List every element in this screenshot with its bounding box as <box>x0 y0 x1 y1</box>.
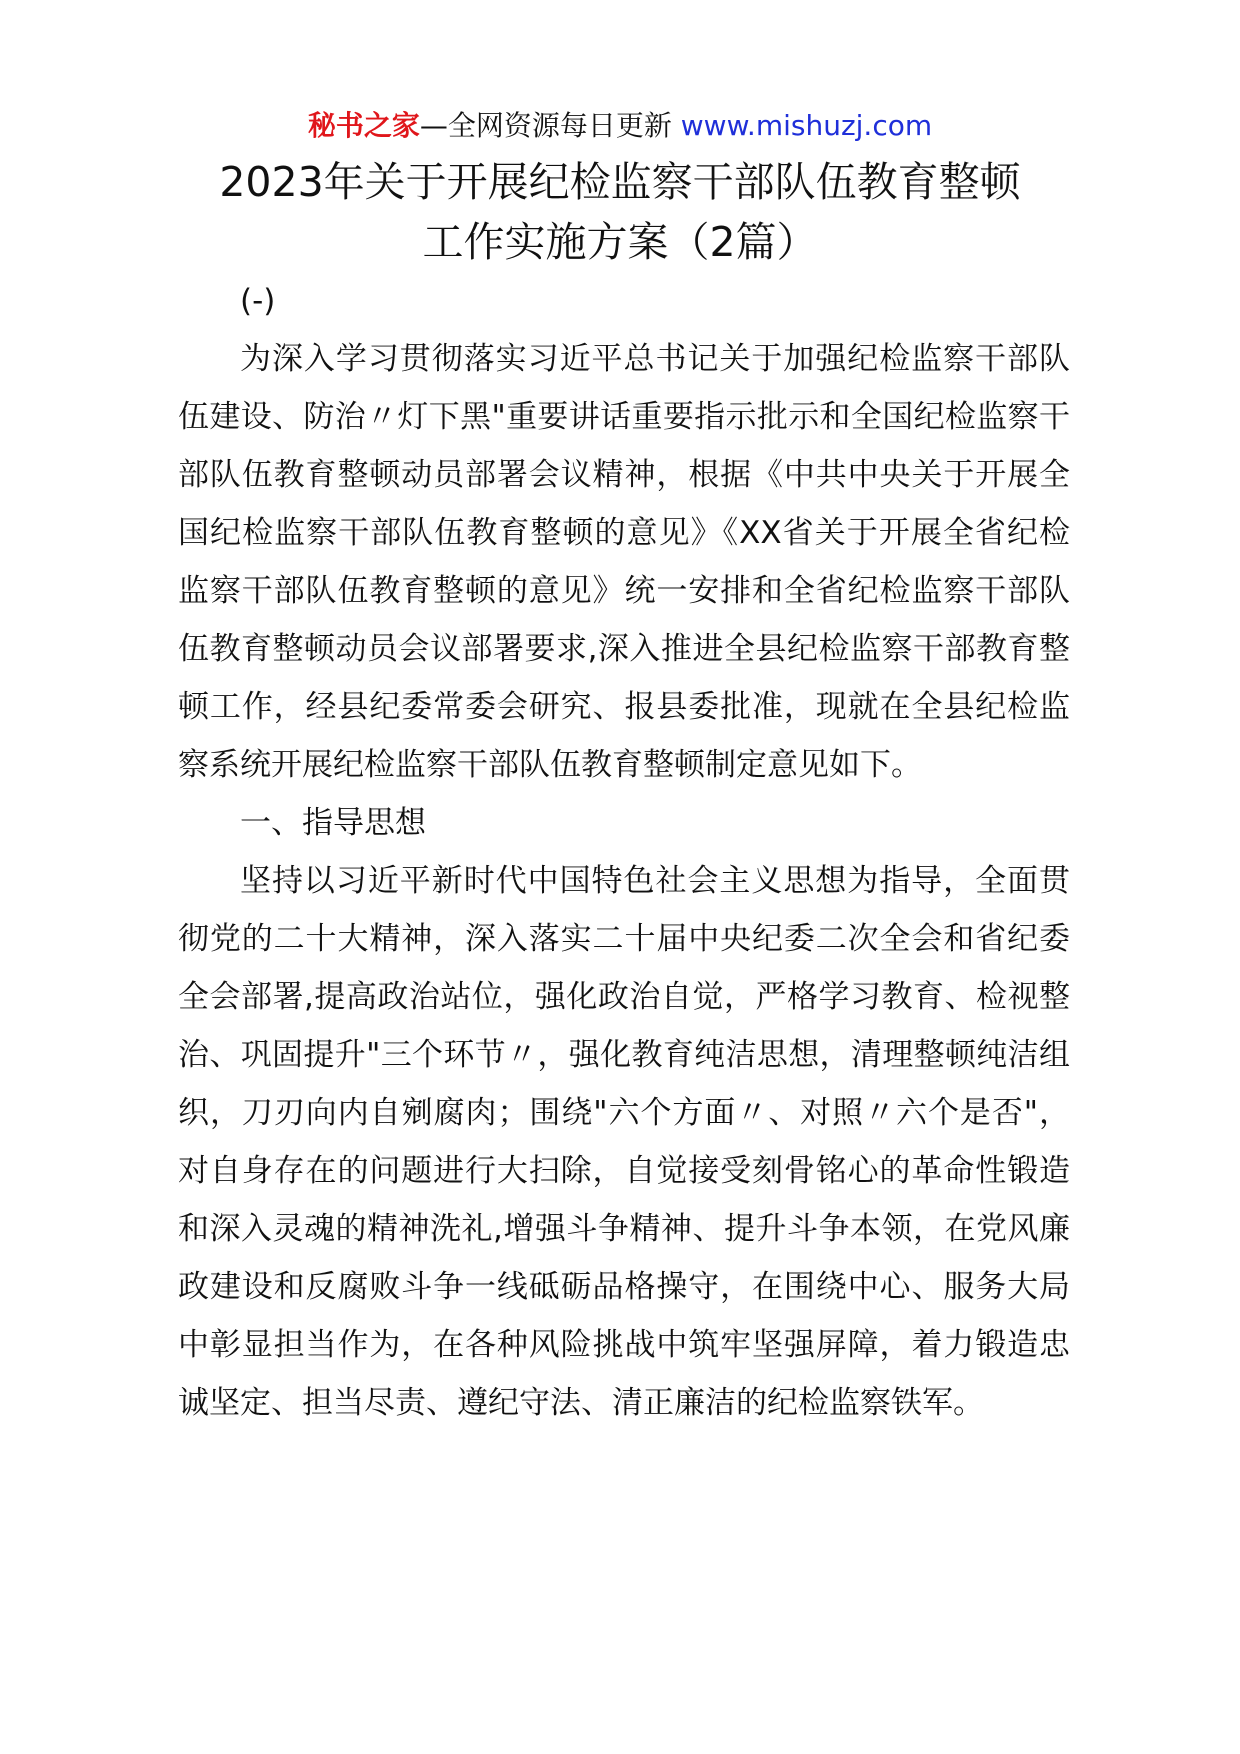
document-body <box>178 272 1070 1432</box>
guiding-ideology-paragraph: 坚持以习近平新时代中国特色社会主义思想为指导，全面贯彻党的二十大精神，深入落实二十届中央纪委二次全会和省纪委全会部署,提高政治站位，强化政治自觉，严格学习教育、检视整治、巩固提升"三个环节〃，强化教育纯洁思想，清理整顿纯洁组织，刀刃向内自剜腐肉；围绕"六个方面〃、对照〃六个是否"，对自身存在的问题进行大扫除，自觉接受刻骨铭心的革命性锻造和深入灵魂的精神洗礼,增强斗争精神、提升斗争本领，在党风廉政建设和反腐败斗争一线砥砺品格操守，在围绕中心、服务大局中彰显担当作为，在各种风险挑战中筑牢坚强屏障，着力锻造忠诚坚定、担当尽责、遵纪守法、清正廉洁的纪检监察铁军。 <box>178 863 1070 1421</box>
site-url-link[interactable]: www.mishuzj.com <box>680 109 933 142</box>
section-heading-guiding-ideology: 一、指导思想 <box>240 805 426 841</box>
site-tagline: —全网资源每日更新 <box>419 109 681 142</box>
section-marker: (-) <box>240 283 276 319</box>
site-banner <box>0 106 1240 146</box>
document-title <box>160 152 1080 272</box>
intro-paragraph: 为深入学习贯彻落实习近平总书记关于加强纪检监察干部队伍建设、防治〃灯下黑"重要讲话重要指示批示和全国纪检监察干部队伍教育整顿动员部署会议精神，根据《中共中央关于开展全国纪检监察干部队伍教育整顿的意见》《XX省关于开展全省纪检监察干部队伍教育整顿的意见》统一安排和全省纪检监察干部队伍教育整顿动员会议部署要求,深入推进全县纪检监察干部教育整顿工作，经县纪委常委会研究、报县委批准，现就在全县纪检监察系统开展纪检监察干部队伍教育整顿制定意见如下。 <box>178 341 1070 783</box>
title-line-1: 2023年关于开展纪检监察干部队伍教育整顿 <box>219 158 1021 206</box>
title-line-2: 工作实施方案（2篇） <box>422 218 818 266</box>
site-brand: 秘书之家 <box>307 109 420 142</box>
